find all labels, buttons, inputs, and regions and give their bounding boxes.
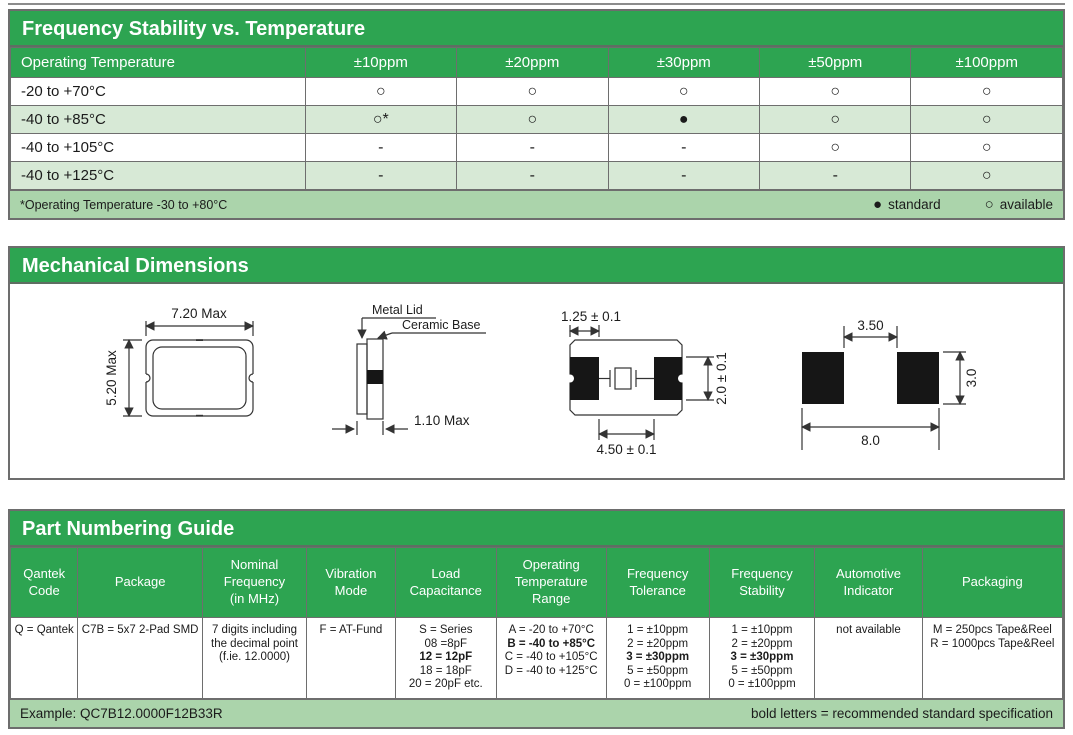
cell-line: M = 250pcs Tape&Reel <box>932 624 1052 636</box>
cell-load-capacitance <box>395 618 496 699</box>
col-header-frequency-stability: Frequency Stability <box>709 548 814 618</box>
solder-band <box>367 370 383 384</box>
table-row <box>11 162 1063 190</box>
availability-cell: - <box>457 162 608 190</box>
cell-line: 0 = ±100ppm <box>728 678 796 691</box>
right-pad <box>654 357 682 400</box>
cell-line: 2 = ±20ppm <box>731 637 793 650</box>
col-header-package: Package <box>78 548 202 618</box>
cell-automotive-indicator <box>815 618 923 699</box>
availability-cell: ○ <box>305 78 456 106</box>
availability-cell: ○ <box>760 106 911 134</box>
cell-line: C = -40 to +105°C <box>504 651 598 664</box>
part-numbering-section <box>8 509 1065 729</box>
cell-line: D = -40 to +125°C <box>504 664 598 677</box>
left-pad <box>570 357 599 400</box>
row-label: -40 to +125°C <box>11 162 306 190</box>
col-header-20ppm: ±20ppm <box>457 48 608 78</box>
freq-stability-title: Frequency Stability vs. Temperature <box>10 11 1063 47</box>
mechanical-dimensions-section <box>8 246 1065 480</box>
land-pattern-drawing <box>802 318 979 450</box>
cell-packaging <box>922 618 1062 699</box>
side-view-drawing <box>332 303 486 435</box>
availability-cell: - <box>305 134 456 162</box>
open-circle-icon: ○ <box>984 196 994 213</box>
page-top-divider <box>8 3 1065 5</box>
availability-cell: ○ <box>911 78 1063 106</box>
row-label: -40 to +85°C <box>11 106 306 134</box>
cell-line: 1 = ±10ppm <box>731 624 793 636</box>
col-header-qantek-code: Qantek Code <box>11 548 78 618</box>
table-row <box>11 134 1063 162</box>
mechanical-dimensions-title: Mechanical Dimensions <box>10 248 1063 284</box>
part-numbering-header-row <box>11 548 1063 618</box>
cell-line: R = 1000pcs Tape&Reel <box>930 637 1055 650</box>
legend-available-label: available <box>999 197 1053 212</box>
availability-cell: ● <box>608 106 759 134</box>
cell-line: 08 =8pF <box>424 637 468 650</box>
legend <box>873 197 1053 212</box>
cell-line: 5 = ±50ppm <box>627 664 689 677</box>
cell-line: B = -40 to +85°C <box>507 637 596 650</box>
dim-label-land-pad-height: 3.0 <box>964 368 979 388</box>
dim-label-pad-spacing: 4.50 ± 0.1 <box>596 442 657 457</box>
availability-cell: ○ <box>911 162 1063 190</box>
cell-line: Q = Qantek <box>14 624 74 636</box>
cell-vibration-mode <box>307 618 396 699</box>
cell-line: 2 = ±20ppm <box>627 637 689 650</box>
freq-table-header-row <box>11 48 1063 78</box>
availability-cell: ○ <box>457 78 608 106</box>
legend-standard <box>873 197 941 212</box>
cell-line: 12 = 12pF <box>419 651 473 664</box>
col-header-load-capacitance: Load Capacitance <box>395 548 496 618</box>
col-header-10ppm: ±10ppm <box>305 48 456 78</box>
cell-frequency-stability <box>709 618 814 699</box>
lid-outline <box>153 347 246 409</box>
part-numbering-body-row <box>11 618 1063 699</box>
cell-line: 1 = ±10ppm <box>627 624 689 636</box>
freq-stability-table <box>10 47 1063 190</box>
filled-circle-icon: ● <box>873 196 883 213</box>
col-header-automotive-indicator: Automotive Indicator <box>815 548 923 618</box>
cell-line: F = AT-Fund <box>319 624 383 636</box>
dim-label-land-gap: 3.50 <box>857 318 884 333</box>
crystal-symbol <box>615 368 631 389</box>
example-part-number: Example: QC7B12.0000F12B33R <box>20 705 223 721</box>
availability-cell: ○ <box>608 78 759 106</box>
col-header-nominal-frequency: Nominal Frequency (in MHz) <box>202 548 306 618</box>
availability-cell: ○ <box>457 106 608 134</box>
dim-label-height: 5.20 Max <box>104 350 119 406</box>
mechanical-drawing-svg <box>10 284 1065 478</box>
cell-line: 5 = ±50ppm <box>731 664 793 677</box>
land-left-pad <box>802 352 844 404</box>
cell-line: 3 = ±30ppm <box>626 651 690 664</box>
cell-nominal-frequency <box>202 618 306 699</box>
availability-cell: ○* <box>305 106 456 134</box>
freq-table-footnote-bar <box>10 190 1063 218</box>
package-outline <box>146 340 253 416</box>
part-numbering-table <box>10 547 1063 699</box>
availability-cell: ○ <box>760 78 911 106</box>
freq-stability-section <box>8 9 1065 220</box>
bold-letters-note: bold letters = recommended standard specification <box>750 705 1053 721</box>
table-row <box>11 106 1063 134</box>
dim-label-pad-width: 1.25 ± 0.1 <box>561 309 621 324</box>
cell-line: 0 = ±100ppm <box>623 678 692 691</box>
availability-cell: - <box>608 134 759 162</box>
cell-line: 3 = ±30ppm <box>730 651 794 664</box>
availability-cell: ○ <box>911 106 1063 134</box>
cell-line: C7B = 5x7 2-Pad SMD <box>81 624 199 636</box>
cell-frequency-tolerance <box>606 618 709 699</box>
cell-qantek-code <box>11 618 78 699</box>
cell-operating-temperature-range <box>496 618 606 699</box>
land-right-pad <box>897 352 939 404</box>
table-row <box>11 78 1063 106</box>
part-numbering-footer-bar <box>10 699 1063 727</box>
cell-line: not available <box>836 624 901 636</box>
dim-label-pad-height: 2.0 ± 0.1 <box>714 352 729 405</box>
datasheet-page <box>0 3 1073 729</box>
metal-lid-shape <box>357 344 367 414</box>
bottom-view-drawing <box>561 309 729 457</box>
top-view-drawing <box>104 306 253 417</box>
cell-line: 20 = 20pF etc. <box>408 678 483 691</box>
cell-line: 7 digits including <box>211 624 297 636</box>
availability-cell: ○ <box>760 134 911 162</box>
part-numbering-title: Part Numbering Guide <box>10 511 1063 547</box>
dim-label-width: 7.20 Max <box>171 306 227 321</box>
dim-label-thickness: 1.10 Max <box>414 413 470 428</box>
metal-lid-label: Metal Lid <box>372 303 423 317</box>
mechanical-drawings <box>10 284 1063 478</box>
col-header-frequency-tolerance: Frequency Tolerance <box>606 548 709 618</box>
col-header-30ppm: ±30ppm <box>608 48 759 78</box>
cell-line: A = -20 to +70°C <box>508 624 594 636</box>
row-label: -20 to +70°C <box>11 78 306 106</box>
dim-label-land-width: 8.0 <box>861 433 880 448</box>
ceramic-base-label: Ceramic Base <box>402 318 481 332</box>
cell-line: (f.ie. 12.0000) <box>219 651 290 664</box>
cell-line: the decimal point <box>211 637 298 650</box>
col-header-vibration-mode: Vibration Mode <box>307 548 396 618</box>
availability-cell: - <box>305 162 456 190</box>
col-header-operating-temperature-range: Operating Temperature Range <box>496 548 606 618</box>
col-header-50ppm: ±50ppm <box>760 48 911 78</box>
row-label: -40 to +105°C <box>11 134 306 162</box>
col-header-100ppm: ±100ppm <box>911 48 1063 78</box>
cell-line: 18 = 18pF <box>419 664 472 677</box>
col-header-operating-temperature: Operating Temperature <box>11 48 306 78</box>
cell-package <box>78 618 202 699</box>
availability-cell: - <box>457 134 608 162</box>
legend-available <box>985 197 1053 212</box>
availability-cell: - <box>760 162 911 190</box>
legend-standard-label: standard <box>888 197 941 212</box>
availability-cell: - <box>608 162 759 190</box>
availability-cell: ○ <box>911 134 1063 162</box>
footnote-text: *Operating Temperature -30 to +80°C <box>20 197 228 212</box>
cell-line: S = Series <box>419 624 473 636</box>
col-header-packaging: Packaging <box>922 548 1062 618</box>
